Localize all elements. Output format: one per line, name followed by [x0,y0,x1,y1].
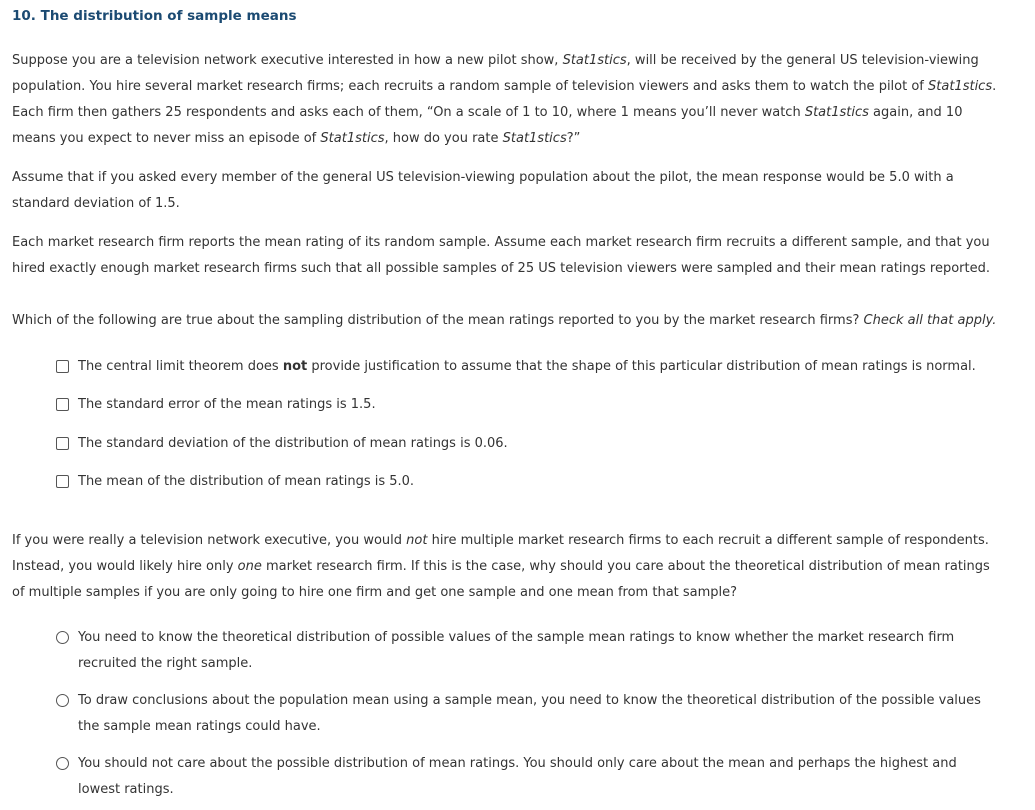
checkbox[interactable] [56,398,69,411]
scenario-line-2: population. You hire several market research firms; each recruits a random sample of television viewers and asks them to watch the pilot of Stat1stics. [12,79,997,94]
checkbox-label: The central limit theorem does not provide justification to assume that the shape of this particular distribution of mean ratings is normal. [78,359,976,374]
population-line-2: standard deviation of 1.5. [12,196,180,211]
radio-label: You need to know the theoretical distribution of possible values of the sample mean ratings to know whether the market research firm recruited the right sample. [78,630,955,671]
radio-button[interactable] [56,757,69,770]
radio-button[interactable] [56,694,69,707]
checkbox-label: The standard deviation of the distribution of mean ratings is 0.06. [78,436,508,451]
scenario-line-3: Each firm then gathers 25 respondents and asks each of them, “On a scale of 1 to 10, where 1 means you’ll never watch Stat1stics again, and 10 [12,105,963,120]
executive-line-1: If you were really a television network executive, you would not hire multiple market research firms to each recruit a different sample of respondents. [12,533,989,548]
radio-label: You should not care about the possible distribution of mean ratings. You should only care about the mean and perhaps the highest and lowest ratings. [78,756,957,797]
firms-line-2: hired exactly enough market research firms such that all possible samples of 25 US television viewers were sampled and their mean ratings reported. [12,261,991,276]
firms-paragraph [12,230,1028,282]
question-prompt: Which of the following are true about the sampling distribution of the mean ratings reported to you by the market research firms? Check all that apply. [12,313,997,328]
executive-paragraph [12,528,1028,606]
population-paragraph [12,165,1028,217]
checkbox-label: The mean of the distribution of mean ratings is 5.0. [78,474,415,489]
radio-label: To draw conclusions about the population mean using a sample mean, you need to know the theoretical distribution of the possible values the sample mean ratings could have. [78,693,981,734]
checkbox[interactable] [56,437,69,450]
checkbox[interactable] [56,475,69,488]
scenario-line-1: Suppose you are a television network executive interested in how a new pilot show, Stat1stics, will be received by the general US television-viewing [12,53,979,68]
executive-line-2: Instead, you would likely hire only one market research firm. If this is the case, why should you care about the theoretical distribution of mean ratings [12,559,990,574]
check-all-instruction: Check all that apply. [863,313,997,328]
checkbox[interactable] [56,360,69,373]
question-title: 10. The distribution of sample means [12,8,297,24]
executive-line-3: of multiple samples if you are only going to hire one firm and get one sample and one mean from that sample? [12,585,738,600]
scenario-line-4: means you expect to never miss an episode of Stat1stics, how do you rate Stat1stics?” [12,131,581,146]
population-line-1: Assume that if you asked every member of the general US television-viewing population about the pilot, the mean response would be 5.0 with a [12,170,954,185]
checkbox-label: The standard error of the mean ratings is 1.5. [78,397,376,412]
radio-button[interactable] [56,631,69,644]
scenario-paragraph [12,48,1028,152]
firms-line-1: Each market research firm reports the mean rating of its random sample. Assume each market research firm recruits a different sample, and that you [12,235,990,250]
